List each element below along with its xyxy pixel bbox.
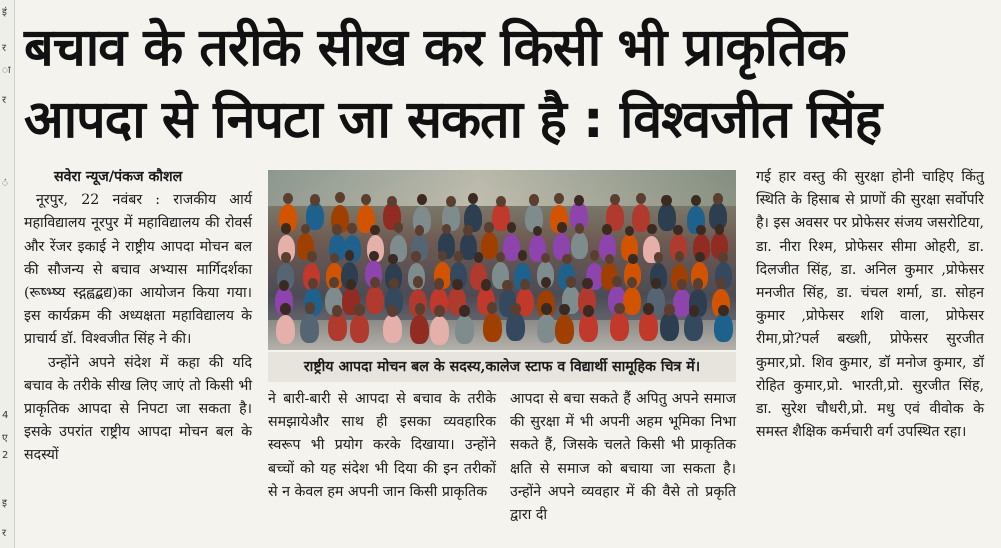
photo-person-head: [411, 251, 421, 262]
photo-person-head: [673, 225, 683, 236]
photo-person-head: [369, 251, 379, 262]
photo-person-head: [459, 305, 470, 317]
photo-person-head: [474, 252, 484, 263]
photo-person-head: [330, 253, 340, 264]
photo-person: [455, 315, 474, 344]
edge-char: ए: [2, 433, 8, 444]
photo-person: [555, 315, 574, 344]
photo-person: [430, 316, 449, 345]
photo-person-head: [487, 302, 498, 314]
edge-char: र: [2, 528, 7, 539]
photo-person-head: [301, 224, 311, 235]
photo-person-head: [675, 251, 685, 262]
photo-person-head: [310, 194, 320, 205]
photo-person-head: [696, 225, 706, 236]
photo-person: [579, 313, 598, 342]
article-column-1: [24, 166, 252, 468]
photo-person-head: [541, 303, 552, 315]
photo-person: [660, 312, 679, 341]
photo-person-head: [574, 195, 584, 206]
photo-person-head: [484, 222, 494, 233]
adjacent-column-fragment: [0, 0, 15, 548]
edge-char: 2: [2, 450, 9, 461]
photo-person-head: [713, 193, 723, 204]
photo-person-head: [602, 224, 612, 235]
photo-person: [410, 315, 429, 344]
photo-person-head: [308, 278, 318, 289]
photo-person-head: [388, 254, 398, 265]
photo-person-head: [468, 193, 478, 204]
photo-person-head: [305, 302, 316, 314]
photo-person-head: [590, 250, 600, 261]
edge-char: ा: [2, 65, 11, 76]
photo-person-head: [502, 280, 512, 291]
photo-person-head: [415, 225, 425, 236]
photo-person: [483, 313, 502, 342]
photo-person-head: [354, 304, 365, 316]
paragraph-5: गई हार वस्तु की सुरक्षा होनी चाहिए किंतु स्थिति के हिसाब से प्राणों की सुरक्षा सर्वोपरि है। इस अवसर पर प्रोफेसर संजय जसरोटिया, डा. नीरा रिश्म, प्रोफेसर सीमा ओहरी, डा. दिलजीत सिंह, डा. अनिल कुमार ,प्रोफेसर मनजीत सिंह, डा. चंचल शर्मा, डा. सोहन कुमार ,प्रोफेसर शशि वाला, प्रोफेसर रीमा,प्रो?पर्ल बख्शी, प्रोफेसर सुरजीत कुमार,प्रो. शिव कुमार, डॉ मनोज कुमार, डॉ रोहित कुमार,प्रो. भारती,प्रो. सुरजीत सिंह, डा. सुरेश चौधरी,प्रो. मधु एवं वीवोक के समस्त शैक्षिक कर्मचारी वर्ग उपस्थित रहा।: [756, 169, 984, 441]
photo-person-head: [434, 305, 445, 317]
photo-person-head: [463, 225, 473, 236]
photo-person-head: [695, 252, 705, 263]
photo-person-head: [583, 305, 594, 317]
photo-person-head: [417, 194, 427, 205]
photo-person-head: [651, 278, 661, 289]
photo-person-head: [689, 305, 700, 317]
photo-person-head: [654, 252, 664, 263]
photo-person-head: [518, 250, 528, 261]
photo-person-head: [625, 226, 635, 237]
photo-person-head: [507, 222, 517, 233]
photo-person-head: [281, 252, 291, 263]
paragraph-3: ने बारी-बारी से आपदा से बचाव के तरीके समझायेऔर साथ ही इसका व्यवहारिक स्वरूप भी प्रयोग करके दिखाया। उन्होंने बच्चों को यह संदेश भी दिया की इन तरीकों से न केवल हम अपनी जान किसी प्राकृतिक: [268, 391, 496, 500]
headline: [24, 12, 984, 156]
photo-person-head: [693, 278, 703, 289]
photo-person: [350, 314, 369, 343]
edge-char: र: [2, 43, 7, 54]
photo-person-head: [664, 304, 675, 316]
photo-person-head: [628, 254, 638, 265]
photo-person-head: [496, 252, 506, 263]
photo-person-head: [281, 223, 291, 234]
photo-person-head: [394, 222, 404, 233]
photo-person-head: [438, 251, 448, 262]
article-column-3: [510, 388, 736, 527]
photo-person-head: [413, 276, 423, 287]
edge-char: 4: [2, 410, 9, 421]
photo-person-head: [582, 278, 592, 289]
photo-person-head: [541, 277, 551, 288]
photo-person: [300, 314, 319, 343]
photo-person-head: [347, 223, 357, 234]
photo-person: [639, 312, 658, 341]
photo-person-head: [614, 303, 625, 315]
photo-person-head: [434, 278, 444, 289]
edge-char: र: [2, 95, 7, 106]
photo-person-head: [605, 254, 615, 265]
photo-person-head: [370, 277, 380, 288]
photo-person-head: [332, 224, 342, 235]
photo-person: [383, 314, 402, 343]
photo-person-head: [529, 194, 539, 205]
photo-person-head: [647, 224, 657, 235]
photo-person-head: [279, 280, 289, 291]
paragraph-1: नूरपुर, 22 नवंबर : राजकीय आर्य महाविद्यालय नूरपुर में महाविद्यालय की रोवर्स और रेंजर इकाई ने राष्ट्रीय आपदा मोचन बल की सौजन्य से बचाव अभ्यास मार्गिदर्शका (रूष्भ्ष्य स्द्गह्वद्बद्य)का आयोजन किया गया। इस कार्यक्रम की अध्यक्षता महाविद्यालय के प्राचार्य डॉ. विश्वजीत सिंह ने की।: [24, 192, 252, 348]
edge-char: इ: [2, 498, 7, 509]
photo-person-head: [345, 250, 355, 261]
photo-person-head: [452, 279, 462, 290]
photo-person-head: [481, 279, 491, 290]
paragraph-4: आपदा से बचा सकते हैं अपितु अपने समाज की सुरक्षा में भी अपनी अहम भूमिका निभा सकते हैं, जिसके चलते किसी भी प्राकृतिक क्षति से समाज को बचाया जा सकता है। उन्होंने अपने व्यवहार में की वैसे तो प्रकृति द्वारा दी: [510, 391, 736, 524]
photo-person-head: [533, 226, 543, 237]
photo-person-head: [718, 252, 728, 263]
photo-person-head: [661, 195, 671, 206]
article-column-4: [756, 166, 984, 444]
photo-person-head: [691, 195, 701, 206]
photo-person-head: [612, 276, 622, 287]
photo-caption: राष्ट्रीय आपदा मोचन बल के सदस्य,कालेज स्टाफ व विद्यार्थी सामूहिक चित्र में।: [268, 352, 736, 382]
photo-person-head: [562, 254, 572, 265]
photo-person: [537, 314, 556, 343]
photo-person-head: [520, 279, 530, 290]
edge-char: इं: [2, 7, 7, 18]
photo-person-head: [559, 304, 570, 316]
group-photo: [268, 170, 736, 350]
photo-person: [276, 315, 295, 344]
photo-person: [623, 287, 641, 315]
photo-person-head: [510, 303, 521, 315]
photo-person-head: [575, 223, 585, 234]
paragraph-2: उन्होंने अपने संदेश में कहा की यदि बचाव के तरीके सीख लिए जाएं तो किसी भी प्राकृतिक आपदा से निपटा जा सकता है। इसके उपरांत राष्ट्रीय आपदा मोचन बल के सदस्यों: [24, 354, 252, 464]
photo-person-head: [370, 225, 380, 236]
headline-line-2: आपदा से निपटा जा सकता है : विश्वजीत सिंह: [24, 90, 882, 150]
photo-person-head: [280, 303, 291, 315]
photo-person-head: [643, 303, 654, 315]
photo-person-head: [332, 305, 343, 317]
edge-char: ं: [2, 178, 8, 189]
photo-person: [610, 312, 629, 341]
photo-person-head: [454, 251, 464, 262]
photo-person-head: [636, 193, 646, 204]
photo-person-head: [566, 276, 576, 287]
photo-person-head: [307, 251, 317, 262]
photo-person-head: [677, 279, 687, 290]
photo-person: [366, 286, 384, 314]
photo-person: [506, 312, 525, 341]
photo-person: [673, 289, 691, 317]
photo-person: [714, 313, 733, 342]
photo-person-head: [387, 305, 398, 317]
headline-line-1: बचाव के तरीके सीख कर किसी भी प्राकृतिक: [24, 18, 846, 78]
article-column-2: [268, 388, 496, 504]
photo-person-head: [415, 303, 426, 315]
byline: सवेरा न्यूज/पंकज कौशल: [54, 169, 183, 185]
photo-person-head: [557, 222, 567, 233]
photo-person: [571, 232, 588, 259]
